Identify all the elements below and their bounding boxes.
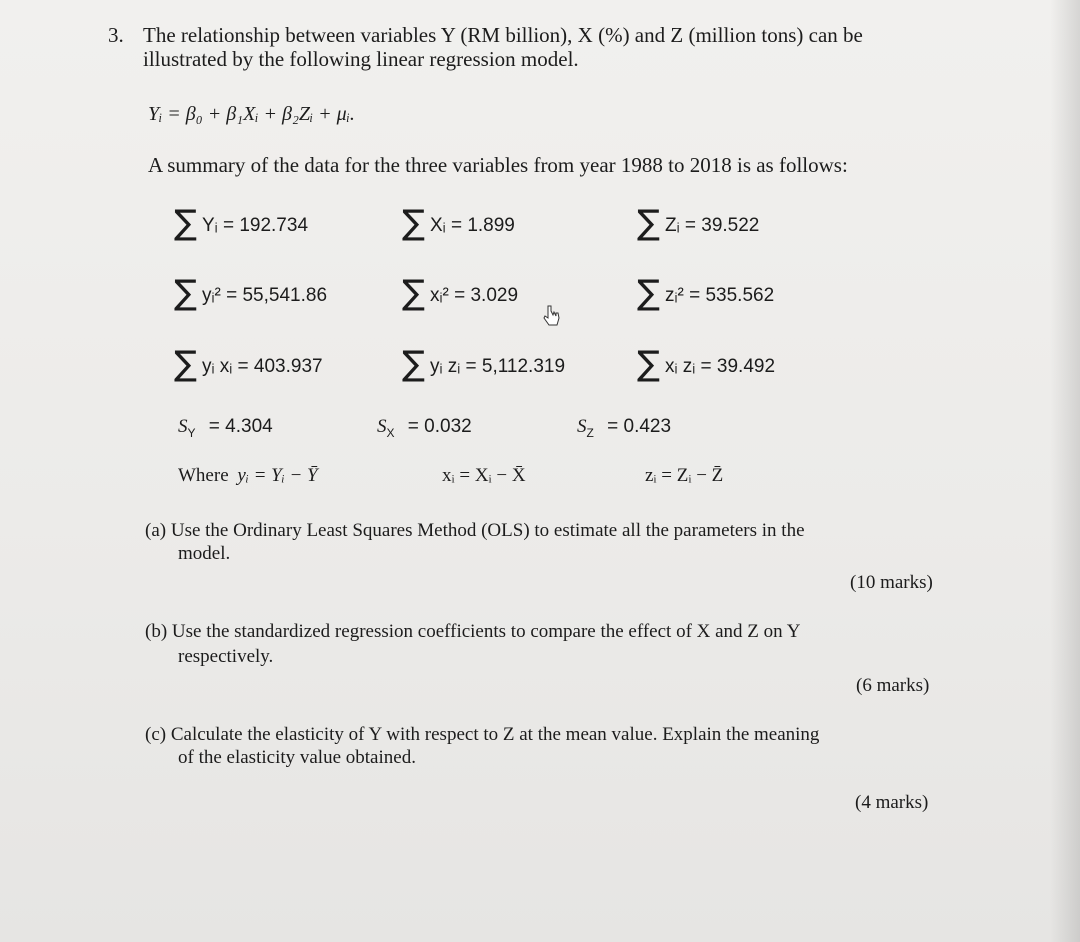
std-dev-label: S (377, 416, 387, 437)
sum-yz-product (402, 344, 632, 386)
sum-z-total (637, 203, 837, 245)
std-dev-value: = 4.304 (208, 416, 273, 437)
sum-value: = 5,112.319 (465, 356, 566, 377)
where-label: Where (178, 465, 229, 486)
sum-term: xᵢ² (430, 285, 449, 306)
sigma-icon: ∑ (174, 203, 197, 243)
sum-y-total (174, 203, 374, 245)
sum-value: = 39.522 (684, 215, 760, 236)
sigma-icon: ∑ (637, 273, 660, 313)
std-dev-value: = 0.032 (407, 416, 472, 437)
question-intro-line1: The relationship between variables Y (RM billion), X (%) and Z (million tons) can be (143, 23, 863, 47)
std-dev-sub: Z (586, 425, 594, 440)
part-label: (c) (145, 724, 167, 745)
std-dev-label: S (577, 416, 587, 437)
part-label: (a) (145, 520, 167, 541)
deviation-y-definition (178, 465, 318, 487)
part-b (145, 620, 800, 644)
sum-term: yᵢ zᵢ (430, 356, 461, 377)
sum-term: zᵢ² (665, 285, 684, 306)
regression-model-equation: Yᵢ = β₀ + β₁Xᵢ + β₂Zᵢ + μᵢ. (148, 103, 355, 125)
part-c-marks: (4 marks) (855, 792, 929, 813)
part-a (145, 519, 805, 543)
sum-value: = 535.562 (689, 285, 775, 306)
question-number: 3. (108, 23, 124, 47)
sum-term: Yᵢ (202, 215, 218, 236)
sum-y-squared (174, 273, 394, 315)
std-dev-x (377, 416, 472, 440)
std-dev-y (178, 416, 273, 440)
sum-term: yᵢ² (202, 285, 221, 306)
y-deviation: yᵢ = Yᵢ − Ȳ (237, 465, 318, 486)
page-edge-shadow (1050, 0, 1080, 942)
deviation-z-definition: zᵢ = Zᵢ − Z̄ (645, 465, 724, 486)
part-b-line2: respectively. (178, 646, 274, 667)
sum-x-squared (402, 273, 602, 315)
sigma-icon: ∑ (174, 344, 197, 384)
sum-term: Xᵢ (430, 215, 446, 236)
part-c-line2: of the elasticity value obtained. (178, 747, 416, 768)
sum-value: = 192.734 (222, 215, 309, 236)
sum-term: yᵢ xᵢ (202, 356, 233, 377)
sum-xz-product (637, 344, 837, 386)
sum-yx-product (174, 344, 394, 386)
sum-value: = 39.492 (700, 356, 776, 377)
std-dev-label: S (178, 416, 188, 437)
mouse-pointer-icon (542, 304, 562, 328)
std-dev-sub: X (386, 425, 395, 440)
part-b-marks: (6 marks) (856, 675, 930, 696)
deviation-x-definition: xᵢ = Xᵢ − X̄ (442, 465, 526, 486)
sigma-icon: ∑ (402, 344, 425, 384)
part-a-line2: model. (178, 543, 231, 564)
std-dev-value: = 0.423 (607, 416, 672, 437)
std-dev-z (577, 416, 671, 440)
sum-value: = 3.029 (454, 285, 519, 306)
sum-value: = 403.937 (237, 356, 323, 377)
part-text-line1: Use the standardized regression coefficients to compare the effect of X and Z on Y (171, 621, 801, 642)
std-dev-sub: Y (187, 425, 196, 440)
sum-term: Zᵢ (665, 215, 680, 236)
sigma-icon: ∑ (637, 344, 660, 384)
part-text-line1: Calculate the elasticity of Y with respect to Z at the mean value. Explain the meaning (170, 724, 820, 745)
sigma-icon: ∑ (174, 273, 197, 313)
sum-x-total (402, 203, 602, 245)
sum-z-squared (637, 273, 837, 315)
part-c (145, 723, 819, 747)
sum-term: xᵢ zᵢ (665, 356, 696, 377)
sigma-icon: ∑ (402, 203, 425, 243)
sigma-icon: ∑ (637, 203, 660, 243)
part-a-marks: (10 marks) (850, 572, 933, 593)
sum-value: = 1.899 (450, 215, 515, 236)
sum-value: = 55,541.86 (226, 285, 328, 306)
sigma-icon: ∑ (402, 273, 425, 313)
part-label: (b) (145, 621, 168, 642)
part-text-line1: Use the Ordinary Least Squares Method (OLS) to estimate all the parameters in the (170, 520, 805, 541)
question-intro-line2: illustrated by the following linear regression model. (143, 47, 579, 71)
summary-intro: A summary of the data for the three variables from year 1988 to 2018 is as follows: (148, 153, 848, 177)
